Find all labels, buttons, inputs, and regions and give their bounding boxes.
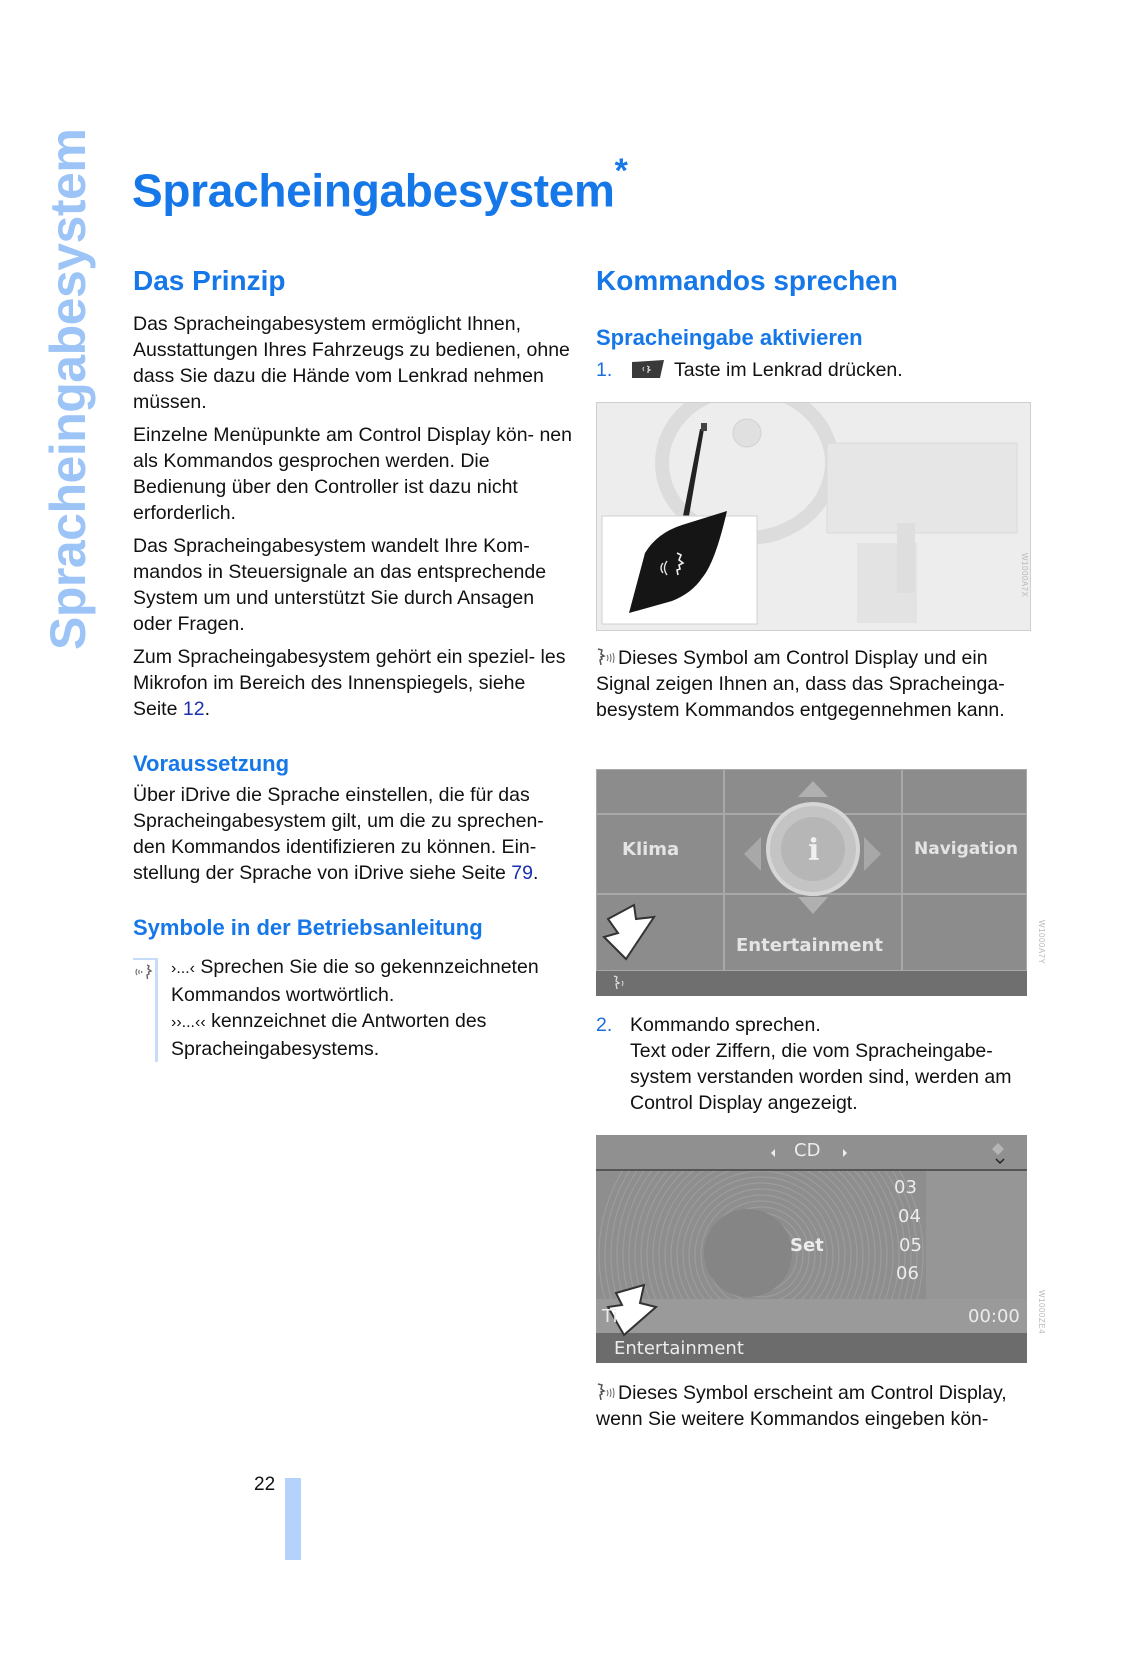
page-number: 22 [254, 1474, 276, 1495]
paragraph [133, 782, 573, 886]
voice-active-icon [596, 647, 616, 667]
set-label[interactable]: Set [790, 1235, 824, 1256]
heading-symbole: Symbole in der Betriebsanleitung [133, 915, 483, 940]
paragraph-text: . [533, 862, 539, 884]
figure-id: W1000A7X [1020, 553, 1029, 598]
paragraph: Das Spracheingabesystem wandelt Ihre Kom- mandos in Steuersignale an das entsprechende System um und unterstützt Sie durch Ansagen oder Fragen. [133, 535, 547, 635]
step-text: Kommando sprechen. [630, 1014, 821, 1036]
figure-id: W1000ZE4 [1037, 1290, 1046, 1335]
step-number: 2. [596, 1014, 613, 1036]
symbol-paragraph-2 [596, 1380, 1036, 1432]
figure-id: W1000A7Y [1037, 920, 1046, 965]
paragraph-text: Dieses Symbol am Control Display und ein Signal zeigen Ihnen an, dass das Spracheinga- besystem Kommandos entgegennehmen kann. [596, 647, 1005, 721]
page-marker-bar [285, 1478, 301, 1560]
time-display: 00:00 [968, 1306, 1020, 1327]
page-title-text: Spracheingabesystem [132, 164, 615, 217]
paragraph-mikrofon [133, 644, 573, 722]
cd-source-label[interactable]: CD [794, 1140, 821, 1161]
track-03[interactable]: 03 [894, 1177, 917, 1198]
paragraph-text: Dieses Symbol erscheint am Control Display, wenn Sie weitere Kommandos eingeben kön- [596, 1382, 1007, 1430]
track-04[interactable]: 04 [898, 1206, 921, 1227]
menu-label-navigation: Navigation [914, 839, 1018, 859]
symbol-note [133, 954, 563, 1062]
entertainment-footer: Entertainment [614, 1338, 744, 1359]
heading-das-prinzip: Das Prinzip [133, 265, 286, 296]
step-2-detail: Text oder Ziffern, die vom Spracheingabe- system verstanden worden sind, werden am Control Display angezeigt. [630, 1040, 1012, 1114]
title-label: Ti [602, 1306, 618, 1327]
note-line-2 [171, 1008, 571, 1062]
step-number: 1. [596, 359, 613, 381]
paragraph-text: . [204, 698, 210, 720]
quote-marker: ››...‹‹ [171, 1014, 206, 1031]
paragraph: Einzelne Menüpunkte am Control Display kön- nen als Kommandos gesprochen werden. Die Bedienung über den Controller ist dazu nicht erforderlich. [133, 424, 572, 524]
page-link-12[interactable]: 12 [182, 698, 205, 720]
figure-cd-screen [596, 1135, 1027, 1363]
step-1 [596, 357, 1036, 383]
note-text [171, 954, 571, 1062]
menu-label-entertainment: Entertainment [736, 935, 883, 956]
heading-spracheingabe-aktivieren: Spracheingabe aktivieren [596, 325, 863, 350]
quote-marker: ›...‹ [171, 960, 195, 977]
menu-label-klima: Klima [622, 839, 680, 860]
note-line-text: Sprechen Sie die so gekennzeichneten Kommandos wortwörtlich. [171, 956, 539, 1006]
paragraph-text: Über iDrive die Sprache einstellen, die für das Spracheingabesystem gilt, um die zu sprechen- den Kommandos identifizieren zu können. Ein- stellung der Sprache von iDrive siehe Seite [133, 784, 544, 884]
note-line-text: kennzeichnet die Antworten des Spracheingabesystems. [171, 1010, 487, 1060]
paragraph-text: Zum Spracheingabesystem gehört ein speziel- les Mikrofon im Bereich des Innenspiegels, siehe Seite [133, 646, 566, 720]
page-link-79[interactable]: 79 [511, 862, 533, 884]
steering-wheel-illustration [597, 403, 1030, 630]
step-2 [596, 1012, 1036, 1116]
step-text: Taste im Lenkrad drücken. [674, 359, 903, 381]
track-05[interactable]: 05 [899, 1235, 922, 1256]
das-prinzip-body [133, 311, 573, 729]
voice-command-icon [135, 964, 155, 980]
optional-equipment-mark: * [614, 152, 628, 190]
page-title [132, 152, 628, 217]
paragraph: Das Spracheingabesystem ermöglicht Ihnen, Ausstattungen Ihres Fahrzeugs zu bedienen, ohne dass Sie dazu die Hände vom Lenkrad nehmen müssen. [133, 313, 570, 413]
voraussetzung-body [133, 782, 573, 893]
heading-kommandos-sprechen: Kommandos sprechen [596, 265, 898, 296]
side-tab-label: Spracheingabesystem [40, 128, 96, 650]
voice-button-icon [630, 358, 666, 380]
voice-active-icon [596, 1382, 616, 1402]
note-line-1 [171, 954, 571, 1008]
controller-graphic [596, 769, 1027, 996]
track-06[interactable]: 06 [896, 1263, 919, 1284]
heading-voraussetzung: Voraussetzung [133, 751, 290, 776]
info-icon[interactable]: i [808, 833, 820, 868]
symbol-paragraph-1 [596, 645, 1036, 723]
note-divider [133, 958, 157, 960]
figure-steering-wheel [596, 402, 1031, 631]
figure-idrive-menu [596, 769, 1027, 996]
step-2-line [596, 1012, 1036, 1038]
note-side-bar [155, 958, 158, 1062]
